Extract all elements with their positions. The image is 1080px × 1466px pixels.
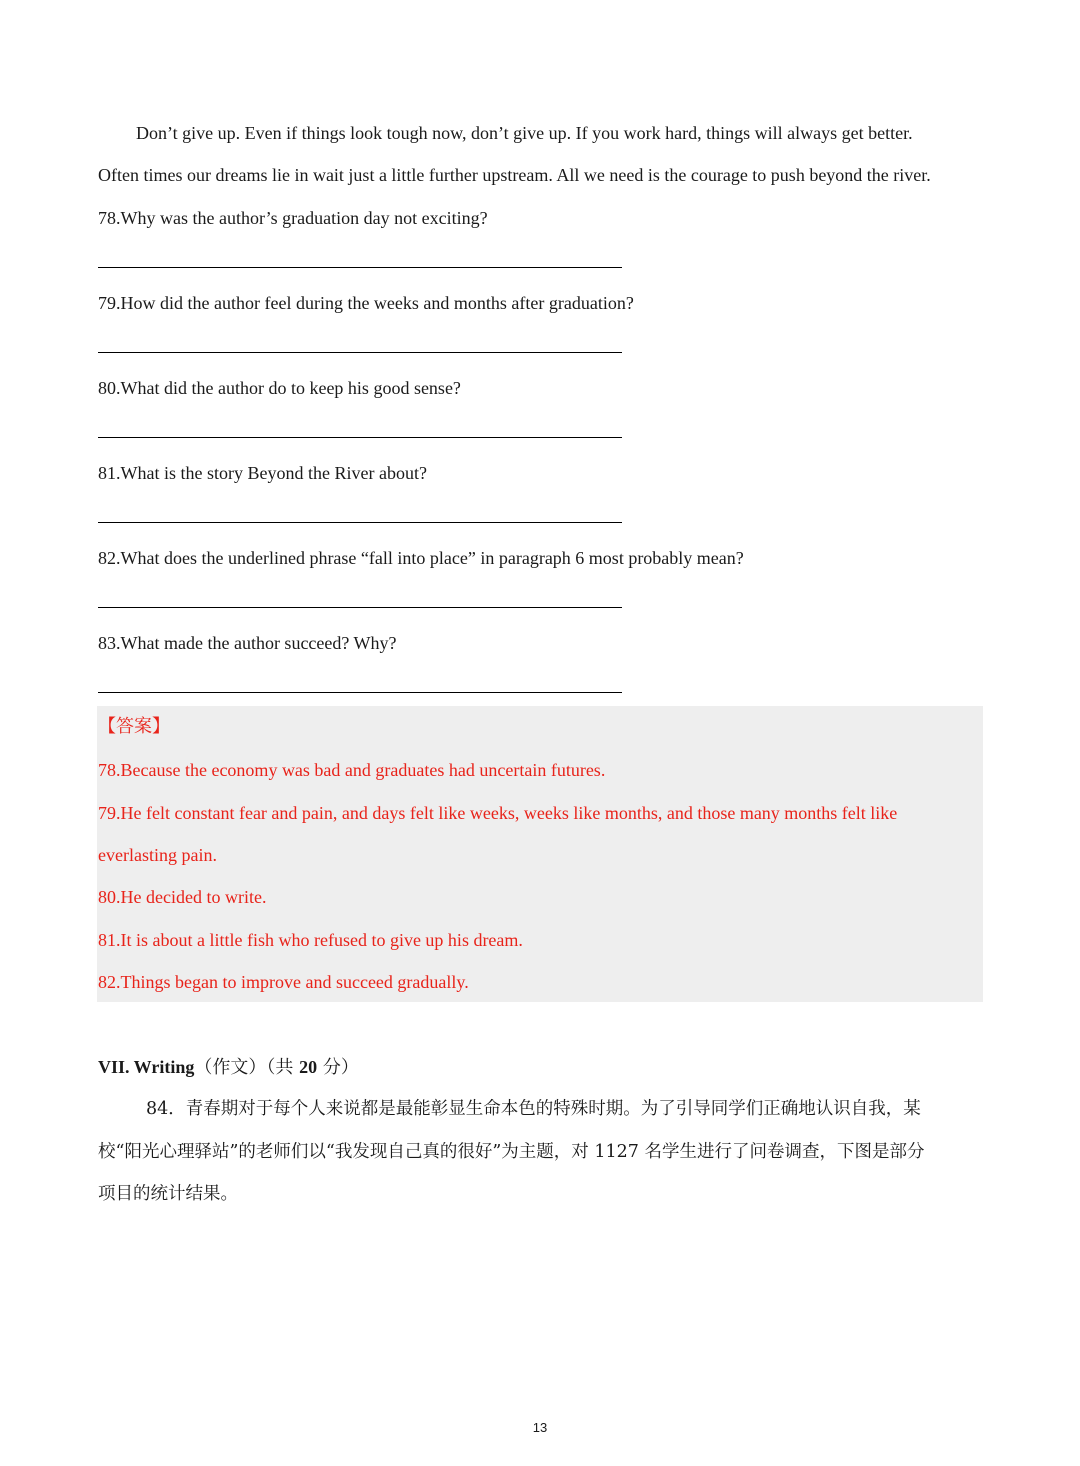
page-number: 13 (532, 1420, 548, 1435)
answer-80: 80.He decided to write. (98, 887, 267, 907)
answer-heading: 【答案】 (98, 716, 170, 737)
passage-line-2: Often times our dreams lie in wait just a little further upstream. All we need is the courage to push beyond the river. (98, 165, 931, 185)
answer-78: 78.Because the economy was bad and graduates had uncertain futures. (98, 760, 606, 780)
question-83: 83.What made the author succeed? Why? (98, 633, 397, 653)
answer-81: 81.It is about a little fish who refused to give up his dream. (98, 930, 523, 950)
answer-79: 79.He felt constant fear and pain, and days felt like weeks, weeks like months, and those many months felt like (98, 803, 898, 823)
answer-82: 82.Things began to improve and succeed gradually. (98, 972, 469, 992)
writing-para-line-3: 项目的统计结果。 (98, 1184, 238, 1204)
answer-line-82 (98, 607, 622, 608)
answer-line-81 (98, 522, 622, 523)
writing-heading-points: 20 (299, 1057, 318, 1077)
question-78: 78.Why was the author’s graduation day not exciting? (98, 208, 488, 228)
writing-para-line-1: 84．青春期对于每个人来说都是最能彰显生命本色的特殊时期。为了引导同学们正确地认识自我，某 (146, 1099, 921, 1119)
answer-line-79 (98, 352, 622, 353)
answer-line-83 (98, 692, 622, 693)
question-82: 82.What does the underlined phrase “fall into place” in paragraph 6 most probably mean? (98, 548, 744, 568)
writing-heading-label: （作文）（共 (194, 1057, 300, 1078)
question-80: 80.What did the author do to keep his good sense? (98, 378, 461, 398)
answer-box (97, 706, 983, 1002)
question-81: 81.What is the story Beyond the River about? (98, 463, 427, 483)
answer-79-continued: everlasting pain. (98, 845, 217, 865)
answer-line-78 (98, 267, 622, 268)
writing-heading-title: VII. Writing (98, 1057, 195, 1077)
writing-heading (98, 1054, 359, 1081)
writing-heading-unit: 分） (317, 1057, 359, 1078)
passage-line-1: Don’t give up. Even if things look tough now, don’t give up. If you work hard, things will always get better. (136, 123, 913, 143)
writing-para-line-2: 校“阳光心理驿站”的老师们以“我发现自己真的很好”为主题，对 1127 名学生进行了问卷调查，下图是部分 (98, 1142, 925, 1162)
question-79: 79.How did the author feel during the weeks and months after graduation? (98, 293, 634, 313)
answer-line-80 (98, 437, 622, 438)
